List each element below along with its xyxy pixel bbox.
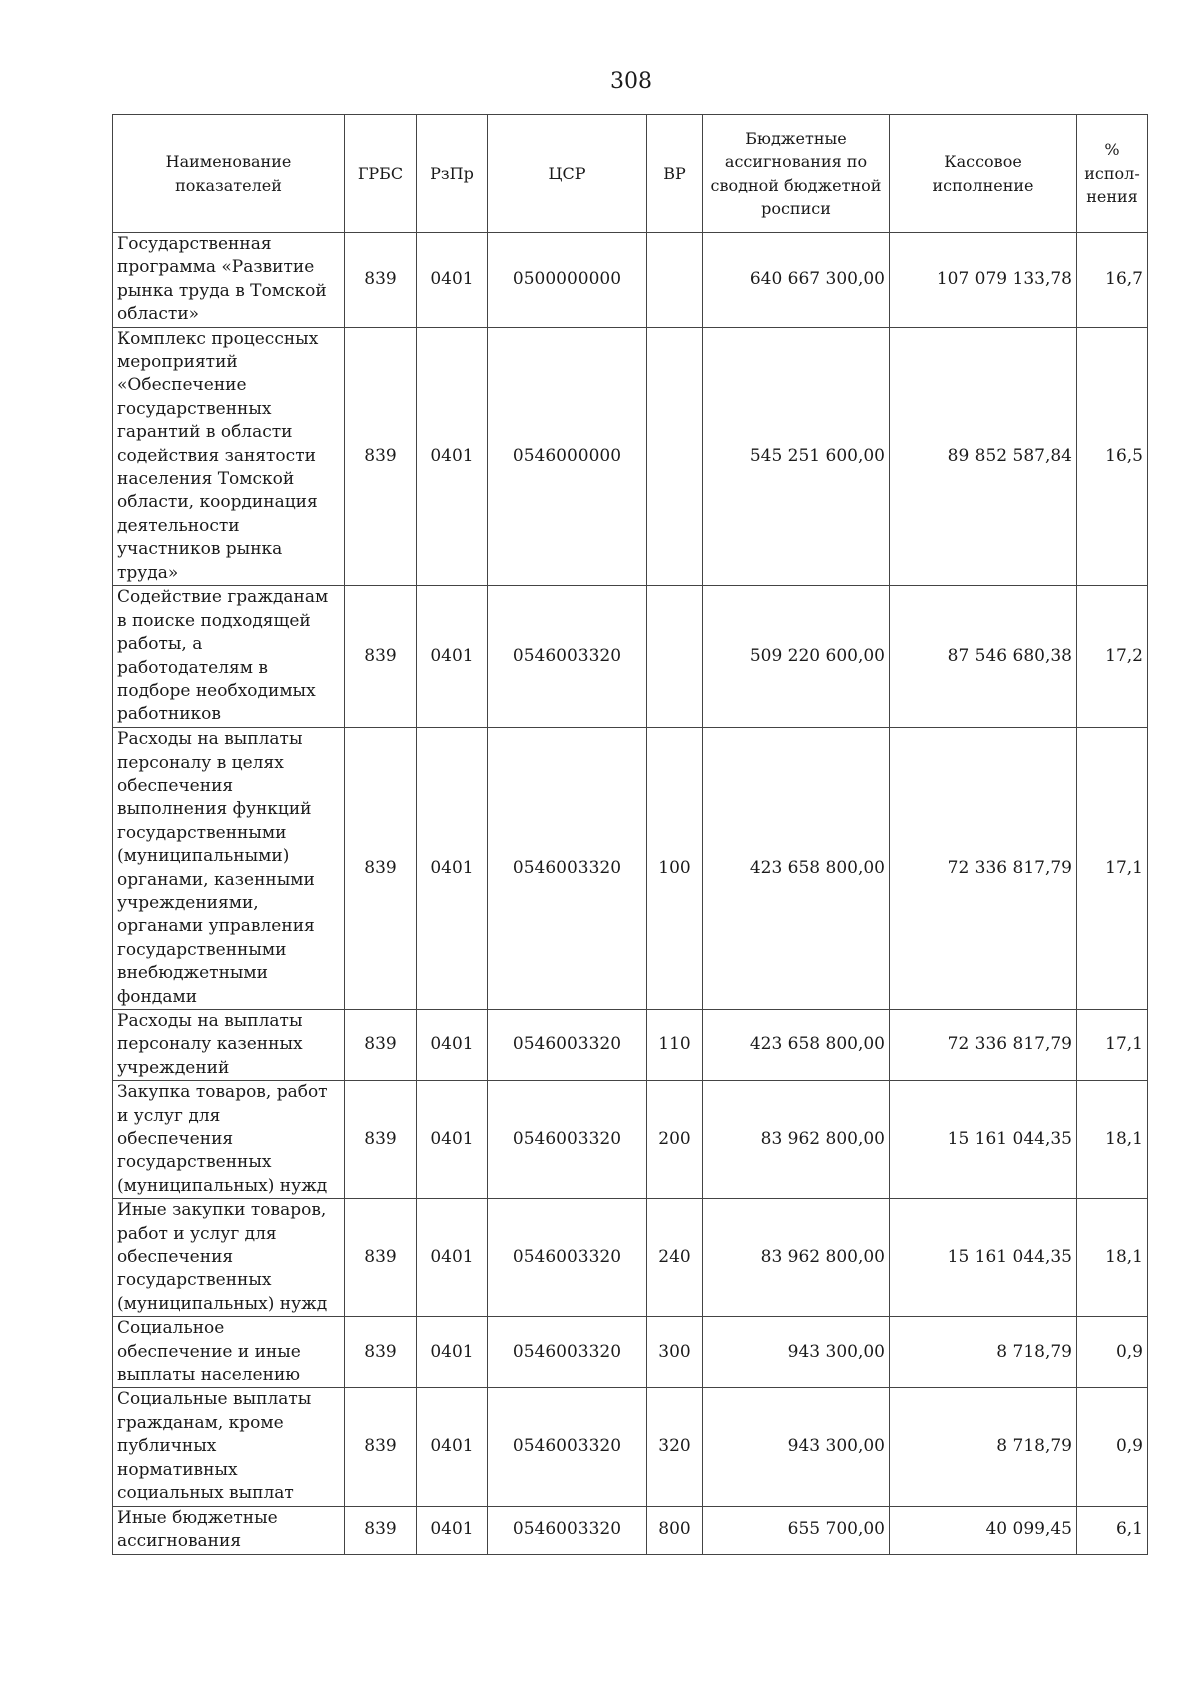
row-pct: 16,5: [1077, 327, 1148, 585]
table-row: [113, 1506, 1148, 1554]
row-csr: 0546003320: [488, 1199, 647, 1317]
row-grbs: 839: [345, 233, 417, 328]
row-fact: 72 336 817,79: [890, 1009, 1077, 1080]
budget-table: [112, 114, 1148, 1555]
row-fact: 107 079 133,78: [890, 233, 1077, 328]
page-number: 308: [610, 69, 652, 94]
row-vr: [647, 586, 703, 728]
row-grbs: 839: [345, 1317, 417, 1388]
row-rzpr: 0401: [417, 1388, 488, 1506]
row-rzpr: 0401: [417, 1081, 488, 1199]
row-rzpr: 0401: [417, 327, 488, 585]
row-pct: 17,1: [1077, 728, 1148, 1010]
row-name: Государственная программа «Развитие рынка труда в Томской области»: [113, 233, 345, 328]
row-csr: 0546003320: [488, 1388, 647, 1506]
table-row: [113, 1199, 1148, 1317]
row-plan: 83 962 800,00: [703, 1081, 890, 1199]
row-vr: [647, 327, 703, 585]
row-vr: [647, 233, 703, 328]
row-vr: 200: [647, 1081, 703, 1199]
row-plan: 83 962 800,00: [703, 1199, 890, 1317]
table-row: [113, 1081, 1148, 1199]
row-plan: 423 658 800,00: [703, 728, 890, 1010]
row-name: Социальные выплаты гражданам, кроме публичных нормативных социальных выплат: [113, 1388, 345, 1506]
row-csr: 0546003320: [488, 1009, 647, 1080]
row-fact: 15 161 044,35: [890, 1199, 1077, 1317]
row-fact: 8 718,79: [890, 1317, 1077, 1388]
row-pct: 18,1: [1077, 1081, 1148, 1199]
row-rzpr: 0401: [417, 1009, 488, 1080]
table-row: [113, 327, 1148, 585]
row-rzpr: 0401: [417, 1199, 488, 1317]
row-grbs: 839: [345, 586, 417, 728]
row-grbs: 839: [345, 728, 417, 1010]
row-name: Расходы на выплаты персоналу казенных учреждений: [113, 1009, 345, 1080]
row-pct: 0,9: [1077, 1388, 1148, 1506]
row-rzpr: 0401: [417, 1317, 488, 1388]
row-csr: 0546003320: [488, 1317, 647, 1388]
header-plan: Бюджетные ассигнования по сводной бюджетной росписи: [703, 115, 890, 233]
row-rzpr: 0401: [417, 728, 488, 1010]
header-vr: ВР: [647, 115, 703, 233]
row-fact: 8 718,79: [890, 1388, 1077, 1506]
row-vr: 100: [647, 728, 703, 1010]
row-name: Иные бюджетные ассигнования: [113, 1506, 345, 1554]
row-pct: 16,7: [1077, 233, 1148, 328]
row-vr: 110: [647, 1009, 703, 1080]
table-row: [113, 1388, 1148, 1506]
header-grbs: ГРБС: [345, 115, 417, 233]
row-fact: 72 336 817,79: [890, 728, 1077, 1010]
row-plan: 509 220 600,00: [703, 586, 890, 728]
row-grbs: 839: [345, 1199, 417, 1317]
row-vr: 300: [647, 1317, 703, 1388]
row-csr: 0500000000: [488, 233, 647, 328]
row-plan: 545 251 600,00: [703, 327, 890, 585]
row-vr: 320: [647, 1388, 703, 1506]
row-rzpr: 0401: [417, 1506, 488, 1554]
row-fact: 89 852 587,84: [890, 327, 1077, 585]
row-plan: 655 700,00: [703, 1506, 890, 1554]
row-name: Закупка товаров, работ и услуг для обеспечения государственных (муниципальных) нужд: [113, 1081, 345, 1199]
header-csr: ЦСР: [488, 115, 647, 233]
row-grbs: 839: [345, 1506, 417, 1554]
row-name: Комплекс процессных мероприятий «Обеспечение государственных гарантий в области содействия занятости населения Томской области, координация деятельности участников рынка труда»: [113, 327, 345, 585]
row-fact: 87 546 680,38: [890, 586, 1077, 728]
row-pct: 17,2: [1077, 586, 1148, 728]
row-name: Иные закупки товаров, работ и услуг для обеспечения государственных (муниципальных) нужд: [113, 1199, 345, 1317]
table-row: [113, 1009, 1148, 1080]
table-row: [113, 1317, 1148, 1388]
row-pct: 18,1: [1077, 1199, 1148, 1317]
row-fact: 15 161 044,35: [890, 1081, 1077, 1199]
row-csr: 0546003320: [488, 1081, 647, 1199]
row-grbs: 839: [345, 1388, 417, 1506]
header-name: Наименование показателей: [113, 115, 345, 233]
row-name: Социальное обеспечение и иные выплаты населению: [113, 1317, 345, 1388]
table-header-row: [113, 115, 1148, 233]
table-row: [113, 728, 1148, 1010]
row-pct: 0,9: [1077, 1317, 1148, 1388]
header-rzpr: РзПр: [417, 115, 488, 233]
row-pct: 6,1: [1077, 1506, 1148, 1554]
row-plan: 943 300,00: [703, 1388, 890, 1506]
table-row: [113, 233, 1148, 328]
row-pct: 17,1: [1077, 1009, 1148, 1080]
row-plan: 943 300,00: [703, 1317, 890, 1388]
row-fact: 40 099,45: [890, 1506, 1077, 1554]
row-csr: 0546003320: [488, 1506, 647, 1554]
row-rzpr: 0401: [417, 586, 488, 728]
row-name: Содействие гражданам в поиске подходящей работы, а работодателям в подборе необходимых работников: [113, 586, 345, 728]
row-vr: 240: [647, 1199, 703, 1317]
row-rzpr: 0401: [417, 233, 488, 328]
row-grbs: 839: [345, 327, 417, 585]
row-vr: 800: [647, 1506, 703, 1554]
row-name: Расходы на выплаты персоналу в целях обеспечения выполнения функций государственными (муниципальными) органами, казенными учреждениями, органами управления государственными внебюджетными фондами: [113, 728, 345, 1010]
row-grbs: 839: [345, 1009, 417, 1080]
row-csr: 0546003320: [488, 728, 647, 1010]
table-body: [113, 233, 1148, 1555]
header-pct: % испол-нения: [1077, 115, 1148, 233]
row-grbs: 839: [345, 1081, 417, 1199]
table-row: [113, 586, 1148, 728]
row-csr: 0546000000: [488, 327, 647, 585]
row-plan: 423 658 800,00: [703, 1009, 890, 1080]
header-fact: Кассовое исполнение: [890, 115, 1077, 233]
row-csr: 0546003320: [488, 586, 647, 728]
row-plan: 640 667 300,00: [703, 233, 890, 328]
